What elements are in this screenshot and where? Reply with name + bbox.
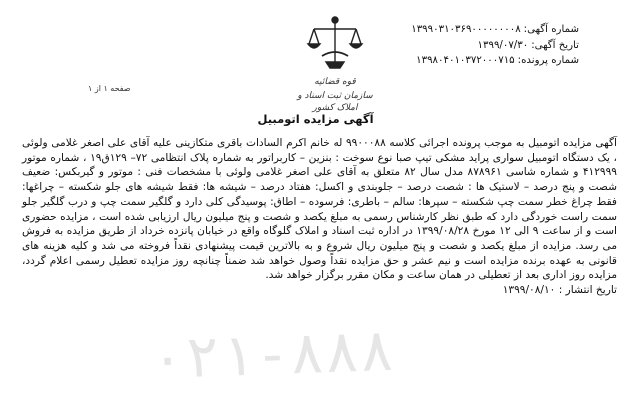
judiciary-logo <box>295 12 375 113</box>
file-number-value: ۱۳۹۸۰۴۰۱۰۳۷۲۰۰۰۷۱۵ <box>416 55 515 66</box>
notice-body <box>22 136 617 298</box>
logo-line-1: قوه قضائیه <box>314 77 356 87</box>
body-paragraph: آگهی مزایده اتومبیل به موجب پرونده اجرائی کلاسه ۹۹۰۰۰۸۸ له خانم اکرم السادات باقری متکازینی علیه آقای علی اصغر غلامی ولوئی ، یک دستگاه اتومبیل سواری پراید مشکی تیپ صبا نوع سوخت : بنزین – کاربراتور به شماره پلاک انتظامی ۷۲– ۱۲۹ق۱۹ ، شماره موتور ۴۱۲۹۹۹ و شماره شاسی ۸۷۸۹۶۱ مدل سال ۸۲ متعلق به آقای علی اصغر غلامی ولوئی با مشخصات فنی : موتور و گیربکس: ضعیف شصت و پنج درصد – لاستیک ها : شصت درصد – جلوبندی و اکسل: هفتاد درصد – شیشه ها: فقط شیشه های جلو شکسته – چراغها: فقط چراغ خطر سمت چپ شکسته – سپرها: سالم – باطری: فرسوده – اطاق: پوسیدگی کلی دارد و گلگیر سمت چپ و درب گلگیر جلو سمت راست خوردگی دارد که طبق نظر کارشناس رسمی به مبلغ یکصد و شصت و پنج میلیون ریال ارزیابی شده است ، مزایده حضوری است و از ساعت ۹ الی ۱۲ مورخ ۱۳۹۹/۰۸/۲۸ در اداره ثبت اسناد و املاک گلوگاه واقع در خیابان پانزده خرداد از طریق مزایده به فروش می رسد. مزایده از مبلغ یکصد و شصت و پنج میلیون ریال شروع و به بالاترین قیمت پیشنهادی نقداً فروخته می شد و کلیه هزینه های قانونی به عهده برنده مزایده است و نیم عشر و حق مزایده نقداً وصول خواهد شد ضمناً چنانچه روز مزایده تعطیل رسمی اعلام گردد، مزایده روز اداری بعد از تعطیلی در همان ساعت و مکان مقرر برگزار خواهد شد. <box>22 137 617 282</box>
ad-number-label: شماره آگهی: <box>523 24 579 35</box>
page-indicator: صفحه ۱ از ۱ <box>88 84 131 93</box>
publish-date-line <box>22 283 617 298</box>
ad-date-row <box>379 38 579 54</box>
scales-emblem-icon <box>304 12 366 74</box>
publish-date-label: تاریخ انتشار : <box>558 284 617 297</box>
ad-number-value: ۱۳۹۹۰۳۱۰۳۶۹۰۰۰۰۰۰۰۰۸ <box>411 24 521 35</box>
logo-line-2: سازمان ثبت اسناد و املاک کشور <box>297 91 373 113</box>
ad-number-row <box>379 22 579 38</box>
file-number-label: شماره پرونده: <box>517 55 579 66</box>
watermark-text: ۰۲۱-۸۸۸ <box>148 315 396 393</box>
file-number-row <box>379 53 579 69</box>
notice-title: آگهی مزایده اتومبیل <box>257 112 374 126</box>
publish-date-value: ۱۳۹۹/۰۸/۱۰ <box>502 284 556 297</box>
ad-meta <box>379 22 579 69</box>
ad-date-value: ۱۳۹۹/۰۷/۳۰ <box>477 39 529 51</box>
ad-date-label: تاریخ آگهی: <box>531 39 579 51</box>
